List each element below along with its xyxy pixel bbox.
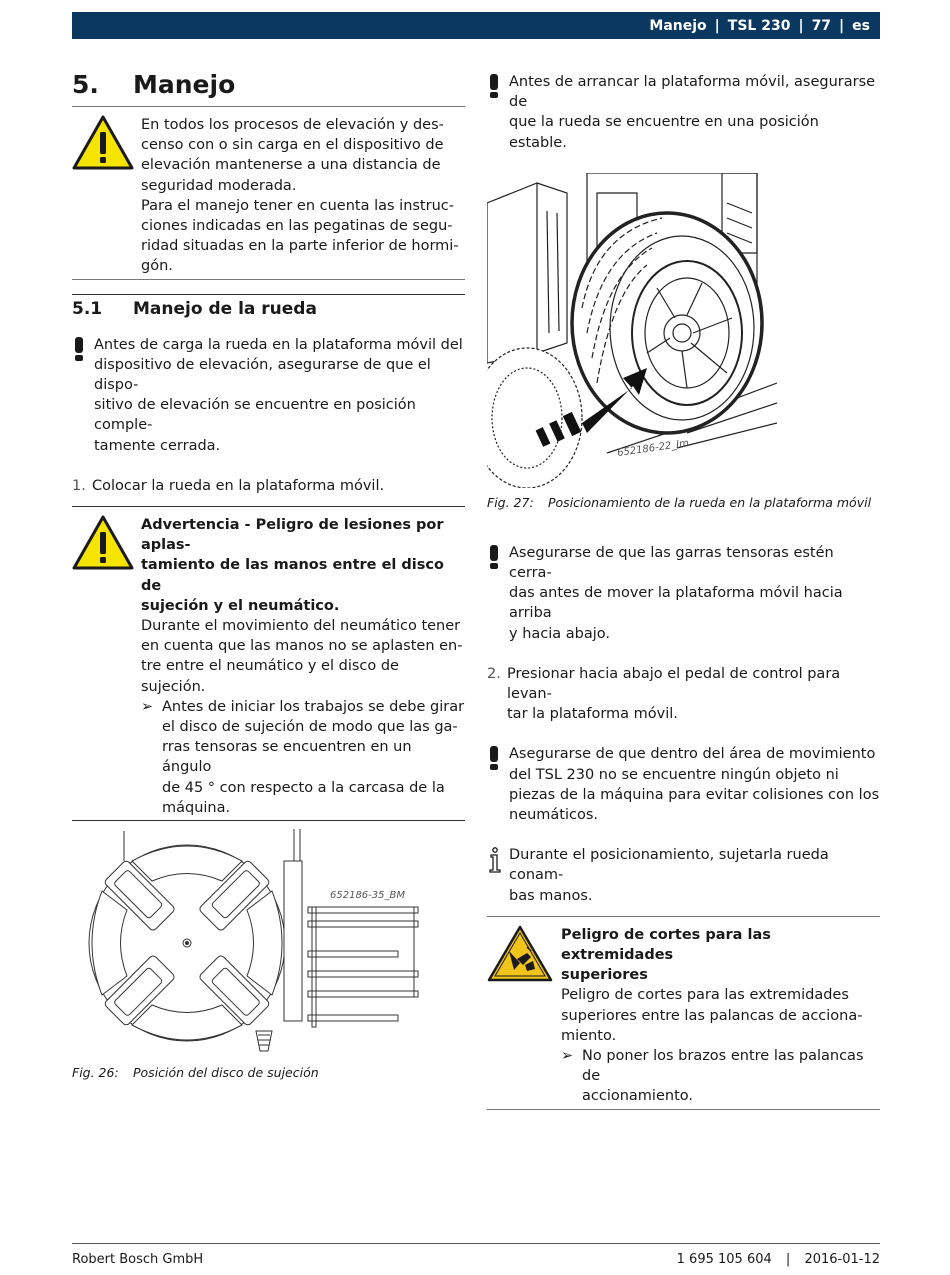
chapter-heading [72, 68, 465, 100]
step-number: 1. [72, 477, 86, 494]
warning-text: Peligro de cortes para las extremidades superiores entre las palancas de acciona- miento. [561, 987, 863, 1044]
exclamation-icon [487, 543, 509, 644]
warning-triangle-icon [72, 115, 141, 277]
warning-text: Durante el movimiento del neumático tener en cuenta que las manos no se aplasten en- tre entre el neumático y el disco de sujeción. [141, 618, 463, 695]
figure-id: 652186-35_BM [330, 890, 405, 902]
section-title: Manejo de la rueda [133, 298, 317, 319]
header-product: TSL 230 [727, 17, 791, 34]
figure-caption-text: Posicionamiento de la rueda en la plataforma móvil [548, 494, 872, 510]
left-column [72, 68, 465, 1080]
header-section: Manejo [649, 17, 707, 34]
figure-label: Fig. 27: [487, 494, 534, 510]
note-clamp-jaws: Asegurarse de que las garras tensoras estén cerra- das antes de mover la plataforma móvil hacia arriba y hacia abajo. [487, 543, 880, 644]
figure-26-clamping-disc [72, 821, 465, 1053]
warning-instruction: ➢ No poner los brazos entre las palancas de accionamiento. [561, 1046, 880, 1107]
warning-instruction: ➢ Antes de iniciar los trabajos se debe girar el disco de sujeción de modo que las ga- rras tensoras se encuentren en un ángulo de 45 ° con respecto a la carcasa de la máquina. [141, 697, 465, 818]
note-movement-area: Asegurarse de que dentro del área de movimiento del TSL 230 no se encuentre ningún objeto ni piezas de la máquina para evitar colisiones con los neumáticos. [487, 744, 880, 825]
clamping-disc-drawing [72, 821, 465, 1053]
section-heading [72, 295, 465, 323]
figure-label: Fig. 26: [72, 1065, 119, 1081]
warning-text: En todos los procesos de elevación y des- censo con o sin carga en el dispositivo de elevación mantenerse a una distancia de seguridad moderada. Para el manejo tener en cuenta las instruc- ciones indicadas en las pegatinas de segu- ridad situadas en la parte inferior de hormi- gón. [141, 117, 459, 275]
page-header: Manejo | TSL 230 | 77 | es [72, 12, 880, 39]
warning-title: Peligro de cortes para las extremidades superiores [561, 926, 771, 984]
header-page-number: 77 [811, 17, 832, 34]
exclamation-icon [72, 335, 94, 456]
step-2 [487, 664, 880, 725]
warning-box-lifting [72, 107, 465, 279]
step-1 [72, 476, 465, 496]
warning-title: Advertencia - Peligro de lesiones por aplas- tamiento de las manos entre el disco de sujeción y el neumático. [141, 517, 444, 614]
warning-box-cutting [487, 917, 880, 1109]
right-column [487, 72, 880, 1110]
info-icon [487, 845, 509, 906]
figure-caption-text: Posición del disco de sujeción [133, 1065, 319, 1081]
chapter-number: 5. [72, 69, 99, 99]
figure-27-wheel-positioning [487, 173, 880, 493]
footer-company: Robert Bosch GmbH [72, 1252, 204, 1267]
step-text: Presionar hacia abajo el pedal de control para levan- tar la plataforma móvil. [507, 665, 841, 723]
wheel-on-platform-drawing [487, 173, 777, 488]
step-text: Colocar la rueda en la plataforma móvil. [92, 477, 385, 494]
section-number: 5.1 [72, 298, 103, 319]
exclamation-icon [487, 744, 509, 825]
info-hold-wheel: Durante el posicionamiento, sujetarla rueda conam- bas manos. [487, 845, 880, 906]
arrow-bullet-icon: ➢ [141, 698, 154, 715]
page-footer: Robert Bosch GmbH 1 695 105 604 | 2016-01-12 [72, 1243, 880, 1267]
footer-document-number: 1 695 105 604 [676, 1252, 772, 1267]
note-wheel-loading: Antes de carga la rueda en la plataforma móvil del dispositivo de elevación, asegurarse de que el dispo- sitivo de elevación se encuentre en posición comple- tamente cerrada. [72, 335, 465, 456]
header-language: es [852, 17, 870, 34]
cutting-hazard-icon [487, 925, 561, 1107]
figure-26-caption [72, 1065, 465, 1080]
figure-id: 652186-22_Im [616, 437, 690, 459]
exclamation-icon [487, 72, 509, 153]
note-stable-position: Antes de arrancar la plataforma móvil, asegurarse de que la rueda se encuentre en una posición estable. [487, 72, 880, 153]
figure-27-caption [487, 495, 880, 510]
footer-date: 2016-01-12 [804, 1252, 880, 1267]
step-number: 2. [487, 665, 501, 682]
arrow-bullet-icon: ➢ [561, 1048, 574, 1065]
warning-box-crushing [72, 507, 465, 820]
warning-triangle-icon [72, 515, 141, 818]
chapter-title: Manejo [133, 69, 236, 99]
